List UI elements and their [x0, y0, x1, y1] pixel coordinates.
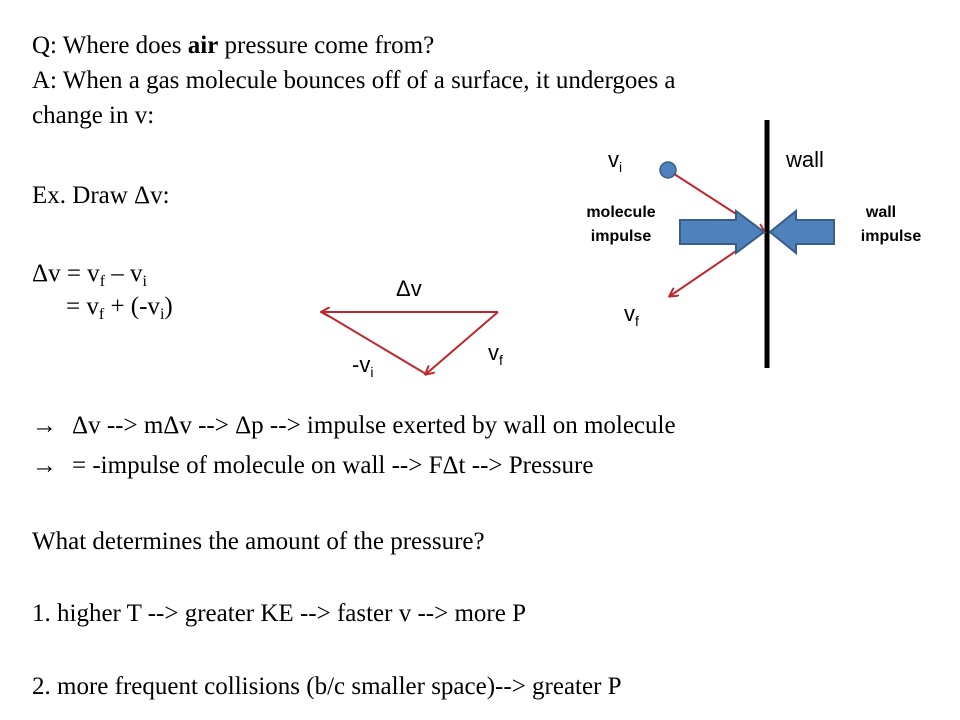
neg-vi-vector: [322, 312, 426, 374]
vf-label: $v_f$: [624, 301, 639, 329]
list-item-2: 2. more frequent collisions (b/c smaller space)--> greater P: [32, 673, 622, 700]
equation-line-2: = $v_f + (-v_i)$: [66, 293, 173, 323]
vi-label: $v_i$: [608, 147, 623, 175]
right-arrow-icon: →: [32, 412, 57, 439]
molecule-impulse-label: molecule impulse: [586, 204, 656, 245]
wall-label: wall: [786, 147, 824, 172]
molecule-impulse-arrow: [680, 211, 764, 253]
list-item-1: 1. higher T --> greater KE --> faster v --> more P: [32, 600, 526, 627]
implication-line-1: → Δv --> mΔv --> Δp --> impulse exerted by wall on molecule: [32, 412, 676, 439]
answer-line-1: A: When a gas molecule bounces off of a surface, it undergoes a: [32, 67, 676, 94]
question-prefix: Q: Where does: [32, 32, 188, 59]
question-suffix: pressure come from?: [218, 32, 435, 59]
implication-line-2: → = -impulse of molecule on wall --> FΔt --> Pressure: [32, 452, 594, 479]
vf-label-triangle: $v_f$: [488, 340, 503, 368]
pressure-question: What determines the amount of the pressure?: [32, 528, 485, 555]
neg-vi-label: $-v_i$: [352, 352, 374, 380]
example-line: Ex. Draw Δv:: [32, 182, 170, 209]
question-bold-word: air: [187, 32, 219, 59]
molecule-icon: [660, 162, 676, 178]
right-arrow-icon: →: [32, 452, 57, 479]
equation-line-1: $\Delta v = v_f - v_i$: [32, 260, 147, 290]
answer-line-2: change in v:: [32, 102, 155, 129]
delta-v-label: Δv: [396, 276, 422, 301]
wall-impulse-label: wall impulse: [860, 204, 922, 245]
